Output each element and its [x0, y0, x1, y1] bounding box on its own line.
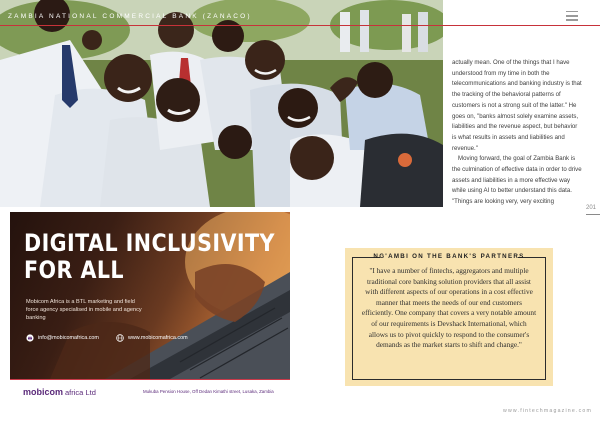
ad-website-contact[interactable] — [116, 333, 188, 343]
article-body — [452, 58, 582, 208]
group-photo — [0, 0, 443, 207]
globe-icon — [116, 334, 124, 342]
ad-email[interactable]: info@mobicomafrica.com — [38, 335, 99, 341]
hamburger-menu-icon[interactable] — [566, 11, 578, 21]
quote-text: "I have a number of fintechs, aggregators and multiple traditional core banking solution providers that all assist with different aspects of our operations in a cost effective manner that meets the needs of our end customers efficiently. One company that covers a very notable amount of our requirements is Devshack International, which allows us to pivot quickly to respond to the consumer's demands as the market starts to shift and change." — [361, 266, 537, 350]
logo-suffix: africa Ltd — [65, 387, 96, 397]
ad-description: Mobicom Africa is a BTL marketing and field force agency specialised in mobile and agency banking — [26, 299, 142, 321]
footer-url[interactable]: www.fintechmagazine.com — [503, 408, 593, 414]
article-paragraph: Moving forward, the goal of Zambia Bank is the culmination of effective data in order to drive assets and liabilities in a more effective way while using AI to better understand this data. "Things are looking very, very exciting — [452, 155, 582, 206]
page-number-divider — [586, 214, 600, 215]
ad-website[interactable]: www.mobicomafrica.com — [128, 335, 188, 341]
email-icon — [26, 334, 34, 342]
ad-headline-line: DIGITAL INCLUSIVITY — [24, 229, 275, 257]
header-divider — [0, 25, 600, 26]
ad-headline-line: FOR ALL — [24, 256, 125, 284]
ad-headline — [24, 230, 275, 284]
ad-address: Mukuba Pension House, Off Dedan Kimathi street, Lusaka, Zambia — [143, 389, 274, 394]
pull-quote-box — [345, 248, 553, 386]
section-label: ZAMBIA NATIONAL COMMERCIAL BANK (ZANACO) — [8, 13, 252, 20]
mobicom-advertisement[interactable] — [10, 212, 290, 403]
ad-accent-band — [10, 379, 290, 380]
ad-email-contact[interactable] — [26, 333, 99, 343]
mobicom-logo — [23, 386, 96, 398]
logo-wordmark: mobicom — [23, 387, 64, 397]
article-paragraph: actually mean. One of the things that I have understood from my time in both the telecommunications and banking industry is that the tracking of the behavioral patterns of customers is not a strong suit of the latter." He goes on, "banks almost solely examine assets, liabilities and the revenue aspect, but behavior is what results in assets and liabilities and revenue." — [452, 59, 582, 152]
photo-illustration — [0, 0, 443, 207]
page-number: 201 — [586, 205, 597, 211]
quote-title: NG'AMBI ON THE BANK'S PARTNERS — [373, 253, 525, 260]
